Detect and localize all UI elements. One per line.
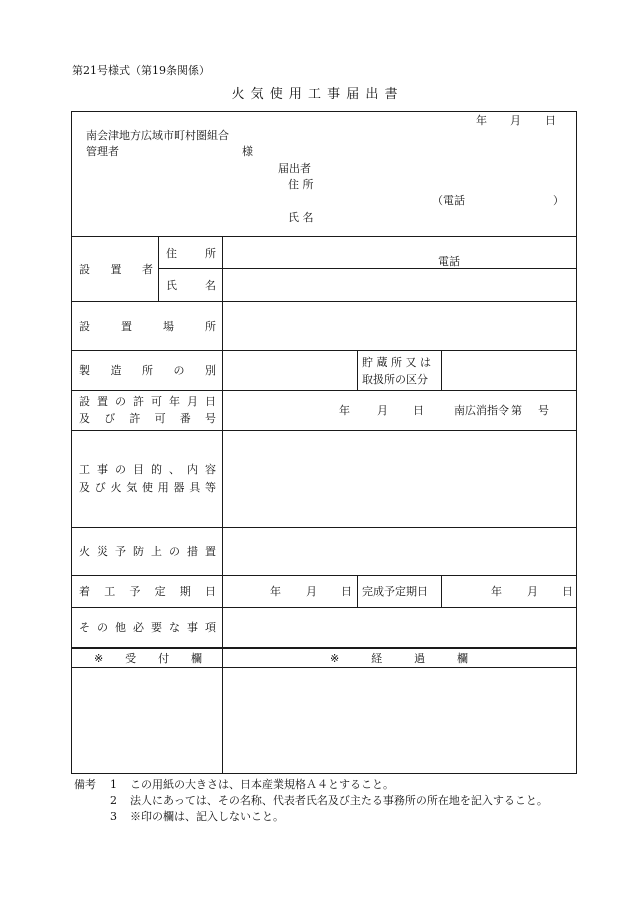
notes-label: 備考 [74,778,96,791]
notifier-name-label: 氏 名 [288,211,314,224]
notifier-phone-label: （電話 ） [432,194,564,207]
note-number: 1 [110,778,117,791]
reception-column-header: ※ 受 付 欄 [94,652,202,665]
notifier-label: 届出者 [278,162,311,175]
start-month-label: 月 [306,585,317,598]
notifier-address-label: 住 所 [288,178,314,191]
installer-label: 設 置 者 [79,263,153,276]
note-text: ※印の欄は、記入しないこと。 [130,810,284,823]
addressee-title: 管理者 [86,145,119,158]
date-day-label: 日 [545,114,556,127]
note-number: 3 [110,810,117,823]
progress-column-header: ※ 経 過 欄 [330,652,468,665]
completion-date-label: 完成予定期日 [362,585,428,598]
fire-equipment-label: 及 び 火 気 使 用 器 具 等 [79,481,216,494]
storage-label-line1: 貯 蔵 所 又 は [362,356,431,369]
installation-location-label: 設 置 場 所 [79,320,216,333]
permit-number-label: 及 び 許 可 番 号 [79,412,216,425]
other-matters-label: そ の 他 必 要 な 事 項 [79,621,216,634]
completion-month-label: 月 [527,585,538,598]
start-year-label: 年 [270,585,281,598]
installer-address-label: 住 所 [166,247,216,260]
permit-date-label: 設 置 の 許 可 年 月 日 [79,395,216,408]
facility-type-label: 製 造 所 の 別 [79,364,216,377]
form-number: 第21号様式（第19条関係） [72,64,210,77]
note-text: この用紙の大きさは、日本産業規格Ａ４とすること。 [130,778,394,791]
completion-year-label: 年 [491,585,502,598]
honorific: 様 [242,145,253,158]
installer-phone-label: 電話 [438,255,460,268]
permit-year-label: 年 [339,404,350,417]
permit-go-label: 号 [538,404,549,417]
permit-month-label: 月 [377,404,388,417]
permit-day-label: 日 [413,404,424,417]
storage-label-line2: 取扱所の区分 [362,373,428,386]
installer-name-label: 氏 名 [166,279,216,292]
addressee-organization: 南会津地方広域市町村圏組合 [86,129,229,142]
date-year-label: 年 [476,114,487,127]
permit-no-label: 第 [511,404,522,417]
permit-office-label: 南広消指令 [454,404,509,417]
fire-prevention-label: 火 災 予 防 上 の 措 置 [79,545,216,558]
date-month-label: 月 [510,114,521,127]
note-number: 2 [110,794,117,807]
page-title: 火 気 使 用 工 事 届 出 書 [231,87,399,102]
start-day-label: 日 [341,585,352,598]
start-date-label: 着 工 予 定 期 日 [79,585,216,598]
work-purpose-label: 工 事 の 目 的 、 内 容 [79,463,216,476]
completion-day-label: 日 [562,585,573,598]
note-text: 法人にあっては、その名称、代表者氏名及び主たる事務所の所在地を記入すること。 [130,794,548,807]
